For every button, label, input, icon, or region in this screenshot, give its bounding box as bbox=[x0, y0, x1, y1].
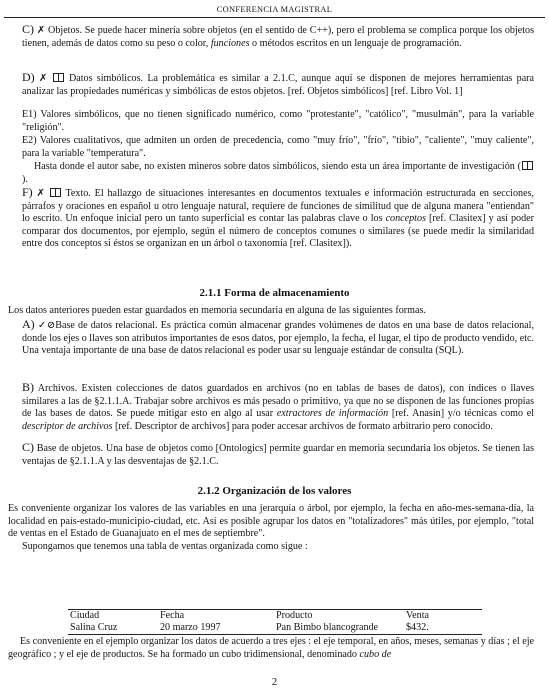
book-icon bbox=[522, 161, 533, 170]
item-c-label: C) bbox=[22, 22, 34, 36]
item-f-texto bbox=[22, 186, 534, 251]
closing-emphasis: cubo de bbox=[359, 648, 392, 660]
item-c2-text: Base de objetos. Una base de objetos como [Ontologics] permite guardar en memoria secundaria los objetos. Se tienen las ventajas de §2.1.1.A y las desventajas de §2.1.C. bbox=[22, 443, 534, 467]
item-e1: E1) Valores simbólicos, que no tienen significado numérico, como "protestante", "católico", "musulmán", para la variable "religión". bbox=[22, 109, 534, 133]
hasta-text: Hasta donde el autor sabe, no existen mineros sobre datos simbólicos, siendo esta un área importante de investigación ( bbox=[34, 161, 521, 172]
item-f-label: F) bbox=[22, 185, 33, 199]
item-b-text-a: Archivos. Existen colecciones de datos guardados en archivos (no en tablas de bases de datos), con índices o llaves similares a las de §2.1.1.A. Trabajar sobre archivos es más pesado o primitivo, ya que no se disponen de las funciones propias de las bases de datos. Se puede mitigar esto en algo al usar bbox=[22, 383, 534, 420]
table-cell: 20 marzo 1997 bbox=[158, 622, 274, 635]
item-b-label: B) bbox=[22, 380, 34, 394]
book-icon bbox=[53, 73, 64, 82]
table-header-cell: Ciudad bbox=[68, 610, 158, 623]
table-cell: Salina Cruz bbox=[68, 622, 158, 635]
item-c-text-a: Objetos. Se puede hacer minería sobre objetos (en el sentido de C++), pero el problema se complica porque los objetos tienen, además de datos como su peso o color, bbox=[22, 25, 534, 49]
book-icon bbox=[50, 188, 61, 197]
item-f-text-b: [ref. Clasitex] y así poder comparar dos documentos, por ejemplo, según el número de conceptos comunes o similares (se puede medir la similaridad entre dos conceptos si éstos se organizan en un árbol o taxonomía [ref. Clasitex]). bbox=[22, 213, 534, 250]
section-heading-211: 2.1.1 Forma de almacenamiento bbox=[199, 287, 350, 299]
item-a-label: A) bbox=[22, 317, 35, 331]
cross-icon: ✗ bbox=[38, 73, 48, 84]
item-a-text: Base de datos relacional. Es práctica común almacenar grandes volúmenes de datos en una base de datos relacional, donde los ejes o llaves son atributos importantes de esos datos, por ejemplo, la fecha, el lugar, el tipo de producto vendido, etc. Una ventaja importante de una base de datos relacional es poder usar su lenguaje estándar de consulta (SQL). bbox=[22, 320, 535, 357]
running-header: CONFERENCIA MAGISTRAL bbox=[216, 5, 333, 14]
table-row bbox=[68, 622, 482, 635]
cross-icon: ✗ bbox=[36, 188, 45, 199]
item-c2-label: C) bbox=[22, 440, 34, 454]
item-f-text-a: Texto. El hallazgo de situaciones interesantes en documentos textuales e información estructurada en secciones, párrafos y oraciones en español u otro lenguaje natural, requiere de funciones de similitud que de alguna manera "entiendan" lo escrito. Un enfoque inicial pero un tanto superficial es contar las palabras clave o los bbox=[22, 188, 535, 225]
section-heading-212: 2.1.2 Organización de los valores bbox=[197, 485, 352, 497]
table-cell: $432. bbox=[404, 622, 482, 635]
sales-table bbox=[68, 609, 482, 635]
closing-paragraph bbox=[8, 636, 534, 661]
header-rule bbox=[4, 17, 545, 18]
item-c-text-b: o métodos escritos en un lenguaje de programación. bbox=[252, 37, 462, 49]
item-d-label: D) bbox=[22, 70, 35, 84]
table-header-cell: Fecha bbox=[158, 610, 274, 623]
item-f-emphasis: conceptos bbox=[385, 213, 426, 225]
item-d-datos-simbolicos bbox=[22, 71, 534, 98]
item-b-text-b: [ref. Anasin] y/o técnicas como el bbox=[391, 408, 535, 420]
page-number: 2 bbox=[271, 677, 278, 688]
paragraph-hasta bbox=[22, 161, 534, 186]
table-header-cell: Producto bbox=[274, 610, 404, 623]
item-b-emphasis-1: extractores de información bbox=[276, 408, 389, 420]
item-a-base-relacional bbox=[22, 318, 534, 358]
item-d-text: Datos simbólicos. La problemática es similar a 2.1.C, aunque aquí se disponen de mejores herramientas para analizar las propiedades numéricas y simbólicas de estos objetos. [ref. Objetos simbólicos] [ref. Libro Vol. 1] bbox=[22, 73, 535, 97]
hasta-end: ). bbox=[22, 173, 28, 185]
item-b-text-c: [ref. Descriptor de archivos] para poder accesar archivos de formato arbitrario pero conocido. bbox=[115, 420, 493, 432]
cross-icon: ✗ bbox=[36, 25, 46, 36]
check-icon: ✓⊘ bbox=[37, 320, 56, 331]
item-c-emphasis: funciones bbox=[210, 37, 250, 49]
section-212-suppose: Supongamos que tenemos una tabla de ventas organizada como sigue : bbox=[22, 541, 308, 552]
section-212-paragraph: Es conveniente organizar los valores de las variables en una jerarquía o árbol, por ejemplo, la fecha en año-mes-semana-día, la localidad en país-estado-municipio-ciudad, etc. Así es posible agrupar los datos en "totalizadores" más útiles, por ejemplo, "total de ventas en el Estado de Guanajuato en el mes de septiembre". bbox=[8, 503, 534, 540]
table-cell: Pan Bimbo blancogrande bbox=[274, 622, 404, 635]
item-e2: E2) Valores cualitativos, que admiten un orden de precedencia, como "muy frío", "frío", "tibio", "caliente", "muy caliente", para la variable "temperatura". bbox=[22, 135, 534, 159]
item-c-base-objetos bbox=[22, 441, 534, 468]
item-b-archivos bbox=[22, 381, 534, 433]
table-header-row bbox=[68, 610, 482, 623]
section-211-intro: Los datos anteriores pueden estar guardados en memoria secundaria en alguna de las siguientes formas. bbox=[8, 305, 426, 316]
table-header-cell: Venta bbox=[404, 610, 482, 623]
item-c-objetos bbox=[22, 23, 534, 50]
closing-text: Es conveniente en el ejemplo organizar los datos de acuerdo a tres ejes : el eje temporal, en años, meses, semanas y días ; el eje geográfico ; y el eje de productos. Se ha formado un cubo tridimensional, denominado bbox=[8, 636, 534, 660]
item-b-emphasis-2: descriptor de archivos bbox=[22, 420, 113, 432]
